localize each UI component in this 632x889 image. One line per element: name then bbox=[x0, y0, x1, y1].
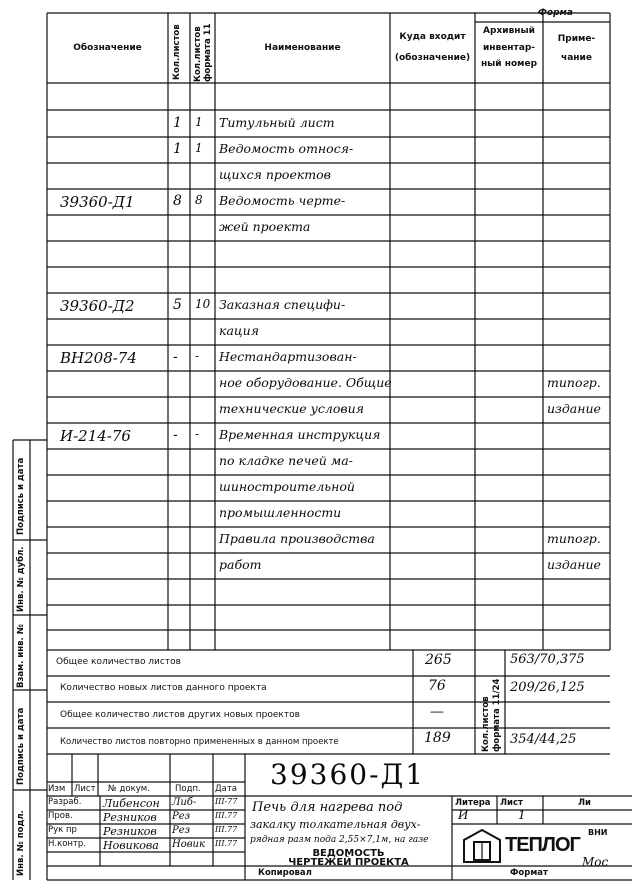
row-name: Ведомость относя- bbox=[219, 141, 354, 156]
margin-signature-date-1: Подпись и дата bbox=[16, 457, 26, 535]
column-header-archive-2: инвентар- bbox=[482, 43, 535, 53]
role-label: Разраб. bbox=[48, 797, 82, 807]
organization-name: ТЕПЛОГ bbox=[505, 834, 580, 856]
organization-city: Мос bbox=[582, 855, 609, 869]
summary-other-value: — bbox=[430, 704, 444, 720]
row-format11: - bbox=[195, 427, 200, 441]
summary-reused-label: Количество листов повторно примененных в данном проекте bbox=[60, 737, 339, 747]
document-code: 39360-Д1 bbox=[270, 758, 426, 791]
row-format11: 8 bbox=[195, 193, 203, 207]
column-header-archive-3: ный номер bbox=[480, 59, 538, 69]
role-name: Новикова bbox=[103, 839, 159, 852]
column-header-archive: Архивный bbox=[483, 26, 535, 36]
row-format11: 10 bbox=[195, 297, 211, 311]
tb-head-izm: Изм bbox=[48, 784, 66, 794]
tb-list-value: 1 bbox=[518, 808, 526, 822]
margin-signature-date-2: Подпись и дата bbox=[16, 707, 26, 785]
role-signature: Либ- bbox=[172, 797, 197, 808]
column-header-sheets: Кол.листов bbox=[172, 24, 182, 80]
row-name: щихся проектов bbox=[219, 167, 331, 182]
row-format11: 1 bbox=[195, 115, 203, 129]
row-name: жей проекта bbox=[219, 219, 311, 234]
row-name: Правила производства bbox=[219, 531, 375, 546]
row-designation: И-214-76 bbox=[60, 427, 131, 445]
row-sheets: 1 bbox=[173, 115, 182, 131]
doc-title-1: ВЕДОМОСТЬ bbox=[312, 848, 385, 859]
row-note: типогр. bbox=[547, 375, 601, 390]
summary-right-1: 563/70,375 bbox=[510, 652, 585, 667]
row-sheets: 1 bbox=[173, 141, 182, 157]
row-format11: 1 bbox=[195, 141, 203, 155]
role-label: Пров. bbox=[48, 811, 73, 821]
column-header-designation: Обозначение bbox=[73, 43, 142, 53]
row-name: ное оборудование. Общие bbox=[219, 375, 392, 390]
column-header-where: Куда входит bbox=[399, 32, 466, 42]
summary-format-label: Кол.листов формата 11/24 bbox=[481, 678, 502, 752]
doc-title-2: ЧЕРТЕЖЕЙ ПРОЕКТА bbox=[288, 857, 409, 868]
summary-right-4: 354/44,25 bbox=[510, 732, 577, 747]
row-name: Заказная специфи- bbox=[219, 297, 346, 312]
margin-inv-dup: Инв. № дубл. bbox=[16, 546, 26, 612]
row-name: шиностроительной bbox=[219, 479, 355, 494]
column-header-name: Наименование bbox=[264, 43, 341, 53]
tb-list-label: Лист bbox=[500, 798, 523, 808]
title-desc-3: рядная разм пода 2,55×7,1м, на газе bbox=[250, 835, 429, 845]
role-name: Резников bbox=[103, 811, 157, 824]
row-name: Ведомость черте- bbox=[219, 193, 346, 208]
row-sheets: 5 bbox=[173, 297, 182, 313]
summary-other-label: Общее количество листов других новых проектов bbox=[60, 710, 300, 720]
column-header-note: Приме- bbox=[557, 34, 596, 44]
tb-head-date: Дата bbox=[215, 784, 238, 794]
row-name: промышленности bbox=[219, 505, 342, 520]
title-desc-1: Печь для нагрева под bbox=[252, 800, 403, 815]
tb-head-doc: № докум. bbox=[108, 784, 150, 794]
tb-head-list: Лист bbox=[74, 784, 96, 794]
role-name: Либенсон bbox=[103, 797, 160, 810]
org-small: ВНИ bbox=[588, 828, 608, 837]
summary-new-label: Количество новых листов данного проекта bbox=[60, 683, 267, 693]
role-label: Н.контр. bbox=[48, 839, 87, 849]
column-header-where-2: (обозначение) bbox=[394, 53, 471, 63]
margin-inv-orig: Инв. № подл. bbox=[16, 810, 26, 876]
role-label: Рук пр bbox=[48, 825, 77, 835]
row-name: кация bbox=[219, 323, 259, 338]
tb-head-sign: Подп. bbox=[175, 784, 201, 794]
margin-replace-inv: Взам. инв. № bbox=[16, 624, 26, 688]
role-signature: Рез bbox=[172, 825, 191, 836]
row-note: издание bbox=[547, 557, 601, 572]
role-date: III.77 bbox=[215, 839, 238, 848]
title-desc-2: закалку толкательная двух- bbox=[250, 818, 421, 831]
role-date: III-77 bbox=[215, 797, 238, 806]
row-format11: - bbox=[195, 349, 200, 363]
tb-litera-value: И bbox=[458, 808, 469, 822]
role-date: III.77 bbox=[215, 811, 238, 820]
column-header-format11: Кол.листов формата 11 bbox=[193, 23, 213, 82]
summary-reused-value: 189 bbox=[424, 730, 451, 746]
row-sheets: - bbox=[173, 427, 178, 443]
row-name: по кладке печей ма- bbox=[219, 453, 353, 468]
row-note: типогр. bbox=[547, 531, 601, 546]
copied-label: Копировал bbox=[258, 868, 312, 878]
summary-new-value: 76 bbox=[428, 678, 446, 694]
role-signature: Новик bbox=[172, 839, 205, 850]
summary-total-label: Общее количество листов bbox=[56, 657, 181, 667]
role-signature: Рез bbox=[172, 811, 191, 822]
role-date: III.77 bbox=[215, 825, 238, 834]
row-name: Нестандартизован- bbox=[219, 349, 357, 364]
organization-logo-icon bbox=[462, 828, 502, 864]
row-name: Титульный лист bbox=[219, 115, 335, 130]
form-label: Форма bbox=[538, 8, 573, 18]
row-designation: 39360-Д1 bbox=[60, 193, 135, 211]
row-sheets: - bbox=[173, 349, 178, 365]
row-name: Временная инструкция bbox=[219, 427, 381, 442]
summary-right-2: 209/26,125 bbox=[510, 680, 585, 695]
row-designation: ВН208-74 bbox=[60, 349, 137, 367]
role-name: Резников bbox=[103, 825, 157, 838]
column-header-note-2: чание bbox=[561, 53, 592, 63]
row-designation: 39360-Д2 bbox=[60, 297, 135, 315]
row-note: издание bbox=[547, 401, 601, 416]
format-label: Формат bbox=[510, 868, 548, 878]
row-name: технические условия bbox=[219, 401, 364, 416]
tb-litera-label: Литера bbox=[455, 798, 491, 808]
tb-lists-label: Ли bbox=[578, 798, 592, 808]
row-sheets: 8 bbox=[173, 193, 182, 209]
summary-total-value: 265 bbox=[425, 652, 452, 668]
row-name: работ bbox=[219, 557, 262, 572]
